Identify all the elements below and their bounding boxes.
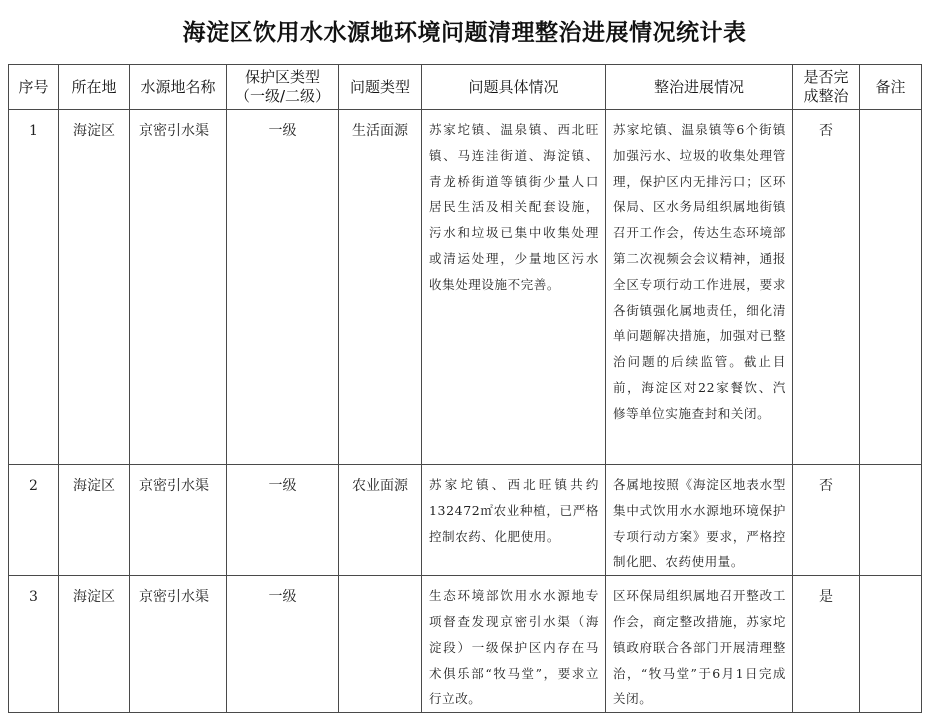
cell-completed: 否: [793, 110, 860, 465]
cell-remarks: [860, 110, 922, 465]
cell-source-name: 京密引水渠: [130, 465, 227, 576]
header-problem-type: 问题类型: [339, 65, 422, 110]
cell-index: 2: [9, 465, 59, 576]
cell-district: 海淀区: [59, 576, 130, 713]
cell-completed: 是: [793, 576, 860, 713]
cell-remarks: [860, 576, 922, 713]
page-title: 海淀区饮用水水源地环境问题清理整治进展情况统计表: [182, 20, 747, 46]
header-completed-line1: 是否完: [803, 68, 849, 86]
cell-problem-type: [339, 576, 422, 713]
cell-protection: 一级: [227, 576, 339, 713]
cell-index: 3: [9, 576, 59, 713]
header-progress: 整治进展情况: [606, 65, 793, 110]
header-completed: [793, 65, 860, 110]
header-protection-line1: 保护区类型: [244, 68, 320, 86]
header-district: 所在地: [59, 65, 130, 110]
cell-progress: 区环保局组织属地召开整改工作会，商定整改措施，苏家坨镇政府联合各部门开展清理整治，“牧马堂”于6月1日完成关闭。: [606, 576, 793, 713]
cell-district: 海淀区: [59, 465, 130, 576]
header-completed-line2: 成整治: [803, 87, 849, 105]
cell-progress: 苏家坨镇、温泉镇等6个街镇加强污水、垃圾的收集处理管理，保护区内无排污口；区环保局、区水务局组织属地街镇召开工作会，传达生态环境部第二次视频会会议精神，通报全区专项行动工作进展，要求各街镇强化属地责任，细化清单问题解决措施，加强对已整治问题的后续监管。截止目前，海淀区对22家餐饮、汽修等单位实施查封和关闭。: [606, 110, 793, 465]
cell-protection: 一级: [227, 465, 339, 576]
header-protection-type: [227, 65, 339, 110]
table-header-row: [9, 65, 922, 110]
cell-remarks: [860, 465, 922, 576]
cell-problem-detail: 苏家坨镇、温泉镇、西北旺镇、马连洼街道、海淀镇、青龙桥街道等镇街少量人口居民生活及相关配套设施，污水和垃圾已集中收集处理或清运处理，少量地区污水收集处理设施不完善。: [422, 110, 606, 465]
cell-index: 1: [9, 110, 59, 465]
cell-completed: 否: [793, 465, 860, 576]
header-source-name: 水源地名称: [130, 65, 227, 110]
header-index: 序号: [9, 65, 59, 110]
cell-problem-type: 农业面源: [339, 465, 422, 576]
header-problem-detail: 问题具体情况: [422, 65, 606, 110]
cell-source-name: 京密引水渠: [130, 576, 227, 713]
cell-district: 海淀区: [59, 110, 130, 465]
header-protection-line2: （一级/二级）: [234, 87, 331, 105]
cell-problem-type: 生活面源: [339, 110, 422, 465]
table-row: [9, 576, 922, 713]
statistics-table: [8, 64, 922, 713]
cell-problem-detail: 苏家坨镇、西北旺镇共约132472㎡农业种植，已严格控制农药、化肥使用。: [422, 465, 606, 576]
table-row: [9, 110, 922, 465]
cell-problem-detail: 生态环境部饮用水水源地专项督查发现京密引水渠（海淀段）一级保护区内存在马术俱乐部“牧马堂”，要求立行立改。: [422, 576, 606, 713]
table-row: [9, 465, 922, 576]
cell-protection: 一级: [227, 110, 339, 465]
cell-progress: 各属地按照《海淀区地表水型集中式饮用水水源地环境保护专项行动方案》要求，严格控制化肥、农药使用量。: [606, 465, 793, 576]
cell-source-name: 京密引水渠: [130, 110, 227, 465]
header-remarks: 备注: [860, 65, 922, 110]
